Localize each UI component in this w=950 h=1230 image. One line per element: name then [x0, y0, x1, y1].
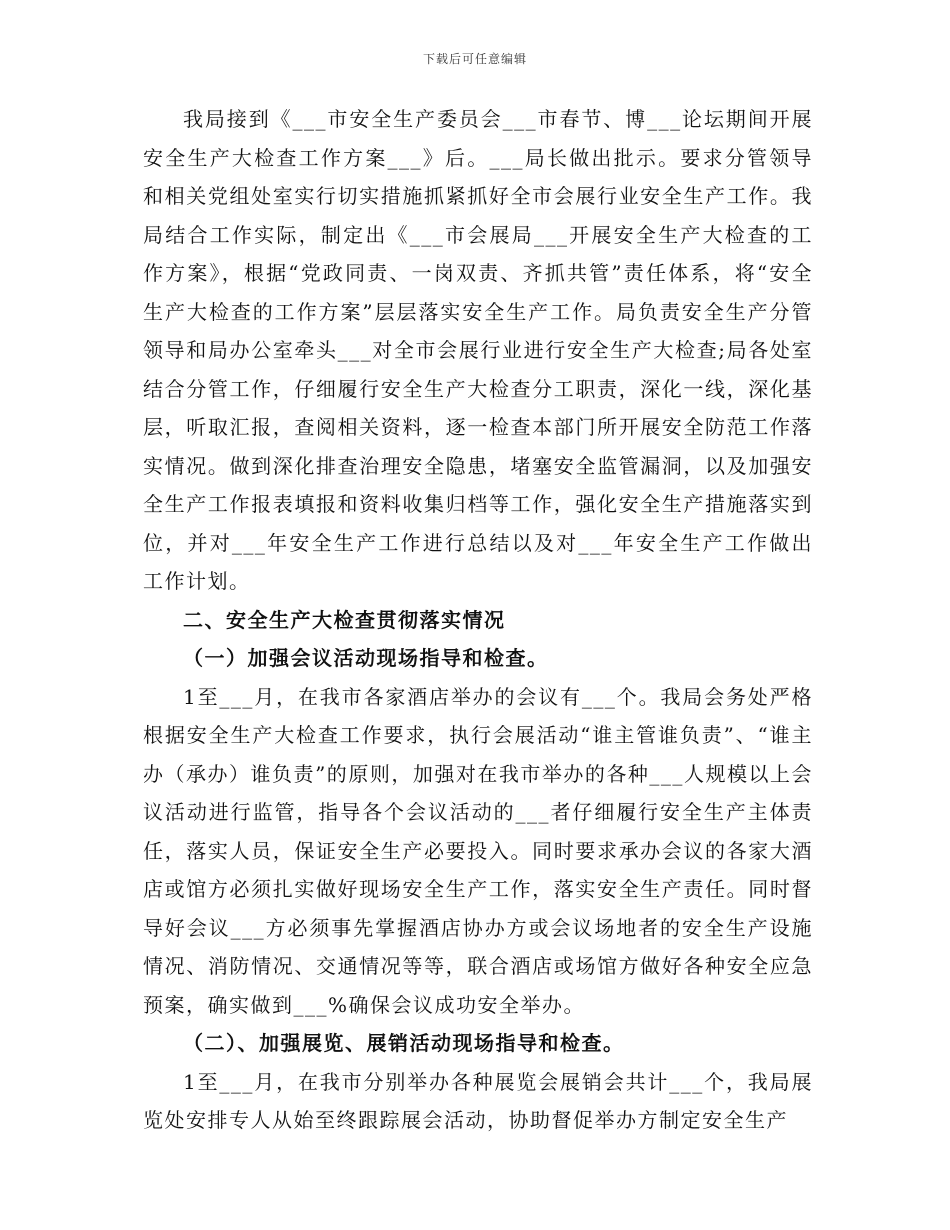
paragraph-intro: 我局接到《___市安全生产委员会___市春节、博___论坛期间开展安全生产大检查工作方案___》后。___局长做出批示。要求分管领导和相关党组处室实行切实措施抓紧抓好全市会展行业安全生产工作。我局结合工作实际，制定出《___市会展局___开展安全生产大检查的工作方案》，根据“党政同责、一岗双责、齐抓共管”责任体系，将“安全生产大检查的工作方案”层层落实安全生产工作。局负责安全生产分管领导和局办公室牵头___对全市会展行业进行安全生产大检查;局各处室结合分管工作，仔细履行安全生产大检查分工职责，深化一线，深化基层，听取汇报，查阅相关资料，逐一检查本部门所开展安全防范工作落实情况。做到深化排查治理安全隐患，堵塞安全监管漏洞，以及加强安全生产工作报表填报和资料收集归档等工作，强化安全生产措施落实到位，并对___年安全生产工作进行总结以及对___年安全生产工作做出工作计划。	[143, 107, 813, 593]
paragraph-exhibitions: 1至___月，在我市分别举办各种展览会展销会共计___个，我局展览处安排专人从始至终跟踪展会活动，协助督促举办方制定安全生产	[143, 1069, 813, 1132]
paragraph-meetings: 1至___月，在我市各家酒店举办的会议有___个。我局会务处严格根据安全生产大检查工作要求，执行会展活动“谁主管谁负责”、“谁主办（承办）谁负责”的原则，加强对在我市举办的各种___人规模以上会议活动进行监管，指导各个会议活动的___者仔细履行安全生产主体责任，落实人员，保证安全生产必要投入。同时要求承办会议的各家大酒店或馆方必须扎实做好现场安全生产工作，落实安全生产责任。同时督导好会议___方必须事先掌握酒店协办方或会议场地者的安全生产设施情况、消防情况、交通情况等等，联合酒店或场馆方做好各种安全应急预案，确实做到___%确保会议成功安全举办。	[143, 684, 813, 1017]
subsection-title-meetings: （一）加强会议活动现场指导和检查。	[183, 646, 549, 670]
page-header: 下载后可任意编辑	[422, 52, 527, 66]
subsection-title-exhibitions: （二）、加强展览、展销活动现场指导和检查。	[183, 1031, 625, 1055]
document-body	[143, 100, 813, 1140]
section-title: 二、安全生产大检查贯彻落实情况	[183, 607, 506, 632]
